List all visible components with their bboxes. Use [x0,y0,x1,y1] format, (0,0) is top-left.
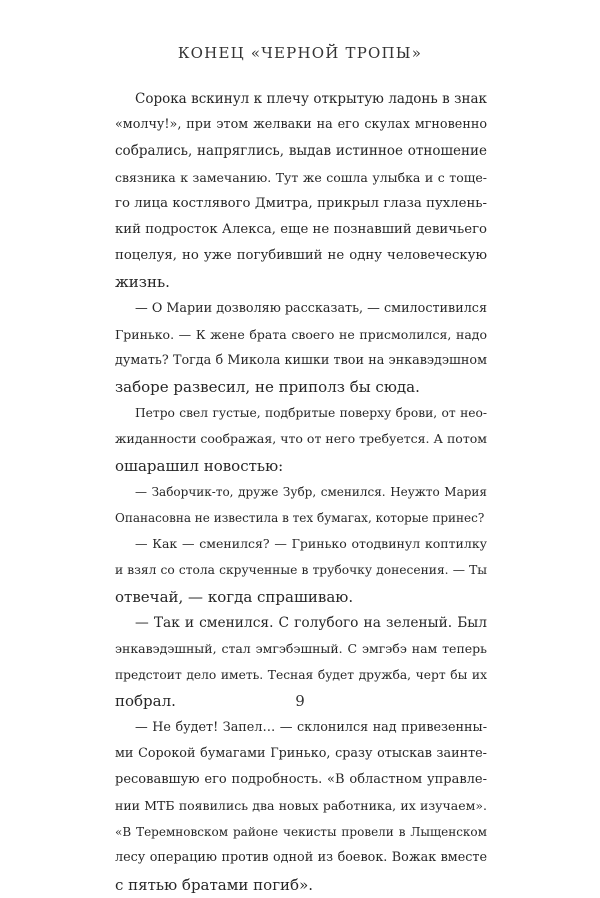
text-line: ресовавшую его подробность. «В областном управле- [115,771,487,787]
text-line: нии МТБ появились два новых работника, их изучаем». [115,798,487,814]
text-line: Петро свел густые, подбритые поверху брови, от нео- [135,406,487,421]
text-line: поцелуя, но уже погубивший не одну человеческую [115,248,487,264]
text-line: и взял со стола скрученные в трубочку донесения. — Ты [115,563,487,578]
text-line: Сорока вскинул к плечу открытую ладонь в знак [135,91,487,107]
text-line: Гринько. — К жене брата своего не присмолился, надо [115,326,487,342]
text-line: — Не будет! Запел… — склонился над привезенны- [135,719,487,735]
text-line: предстоит дело иметь. Тесная будет дружба, черт бы их [115,668,487,683]
text-line: энкавэдэшный, стал эмгэбэшный. С эмгэбэ нам теперь [115,640,487,656]
page-body [115,86,487,898]
running-header: КОНЕЦ «ЧЕРНОЙ ТРОПЫ» [177,44,423,62]
text-line: с пятью братами погиб». [115,875,314,894]
text-line: жизнь. [115,273,170,292]
text-line: лесу операцию против одной из боевок. Вожак вместе [115,850,487,866]
text-line: — О Марии дозволяю рассказать, — смилостивился [135,300,487,316]
text-line: отвечай, — когда спрашиваю. [115,587,354,606]
text-line: — Заборчик-то, друже Зубр, сменился. Неужто Мария [135,484,487,499]
text-line: кий подросток Алекса, еще не познавший девичьего [115,221,487,237]
text-line: собрались, напряглись, выдав истинное отношение [115,143,487,160]
text-line: го лица костлявого Дмитра, прикрыл глаза пухлень- [115,195,487,211]
text-line: ошарашил новостью: [115,456,284,475]
text-line: ми Сорокой бумагами Гринько, сразу отыскав заинте- [115,745,487,761]
text-line: «молчу!», при этом желваки на его скулах мгновенно [115,117,487,133]
page-number: 9 [295,692,305,710]
text-line: думать? Тогда б Микола кишки твои на энкавэдэшном [115,352,487,368]
text-line: — Так и сменился. С голубого на зеленый. Был [135,614,487,631]
text-line: «В Теремновском районе чекисты провели в Лыщенском [115,825,487,840]
text-line: жиданности соображая, что от него требуется. А потом [115,431,487,447]
text-line: связника к замечанию. Тут же сошла улыбка и с тоще- [115,169,487,185]
text-line: заборе развесил, не приполз бы сюда. [115,378,420,397]
text-line: Опанасовна не известила в тех бумагах, которые принес? [115,511,485,525]
text-line: побрал. [115,692,176,711]
text-line: — Как — сменился? — Гринько отодвинул коптилку [135,536,487,552]
